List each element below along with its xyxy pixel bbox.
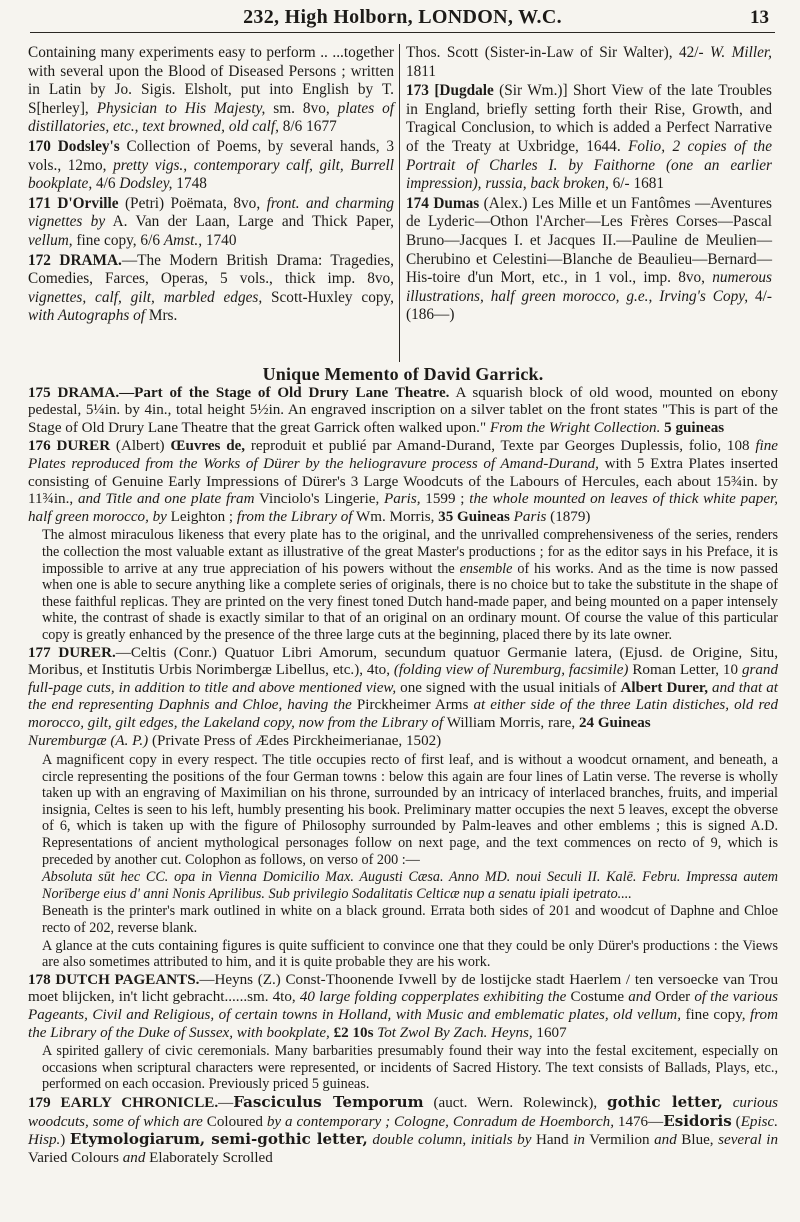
entry-text-run: 1476— xyxy=(613,1113,664,1130)
entry-text-run: Absoluta sūt hec CC. opa in Vienna Domicilio Max. Augusti Cæsa. Anno MD. noui Seculi II. Kalē. Febru. Impressa autem Norīberge eius d' anni Nonis Aprilibus. Sub privilegio Sodalitatis Celticæ nup a senatu ipiali ipetrato.... xyxy=(42,869,778,902)
entry-text-run: (Alex.) Les Mille et un Fantômes —Aventures de Lyderic—Othon l'Archer—Les Frères Corses—Pascal Bruno—Jacques I. et Jacques II.—Pauline de Meulien—Cherubino et Celestini—Blanche de Beaulieu—Bernard—His-toire d'un Mort, etc., in 1 vol., imp. 8vo, xyxy=(406,194,772,287)
catalogue-note xyxy=(28,527,778,643)
entry-text-run: from the Library of the Duke of Sussex, with bookplate, xyxy=(28,1006,778,1041)
entry-text-run: vellum, xyxy=(28,231,73,249)
entry-text-run: W. Miller, xyxy=(710,44,772,61)
catalogue-entry xyxy=(28,733,778,751)
page-title: 232, High Holborn, LONDON, W.C. xyxy=(243,6,562,28)
entry-text-run: one signed with the usual initials of xyxy=(396,679,621,696)
entry-text-run: in xyxy=(573,1132,585,1149)
entry-text-run: ) xyxy=(60,1132,70,1149)
catalogue-entry xyxy=(28,44,394,137)
entry-text-run: 170 Dodsley's xyxy=(28,137,120,155)
two-column-section xyxy=(28,44,778,366)
entry-text-run: at either side of the three Latin distiches, old red morocco, gilt, gilt edges, the Lakeland copy, now from the Library of xyxy=(28,697,779,731)
entry-text-run: 178 DUTCH PAGEANTS. xyxy=(28,971,200,988)
entry-text-run: Collection of Poems, by several hands, 3 vols., 12mo, xyxy=(28,137,394,174)
entry-text-run: 5 guineas xyxy=(660,419,725,436)
catalogue-entry xyxy=(28,385,778,438)
entry-text-run: Thos. Scott (Sister-in-Law of Sir Walter), 42/- xyxy=(406,44,711,61)
entry-text-run: 179 EARLY CHRONICLE. xyxy=(28,1094,219,1111)
entry-text-run: 1607 xyxy=(532,1024,567,1041)
entry-text-run: Etymologiarum, semi-gothic letter, xyxy=(69,1130,368,1149)
entry-text-run: Varied Colours xyxy=(28,1149,123,1166)
entry-text-run: Folio, 2 copies of the Portrait of Charles I. by Faithorne (one an earlier impression), russia, back broken, xyxy=(406,137,772,193)
column-divider xyxy=(399,44,400,362)
entry-text-run: vignettes, calf, gilt, marbled edges, xyxy=(28,288,263,306)
entry-text-run: 176 DURER xyxy=(28,438,111,455)
entry-text-run: William Morris, rare, xyxy=(443,714,579,731)
catalogue-note xyxy=(28,1043,778,1093)
entry-text-run: A spirited gallery of civic ceremonials. Many barbarities presumably found their way into the festal excitement, especially on occasions when scriptural characters were represented, or incidents of Sacred History. The text consists of Ballads, Plays, etc., performed on each occasion. Previously priced 5 guineas. xyxy=(42,1043,778,1093)
entry-text-run: ensemble xyxy=(459,560,513,577)
entry-text-run: Elaborately Scrolled xyxy=(145,1149,273,1166)
entry-text-run: with 5 Extra Plates inserted consisting of Genuine Early Impressions of Dürer's 3 Large Woodcuts of the Labours of Hercules, each about 15¾in. by 11¾in., xyxy=(28,455,778,508)
entry-text-run: 171 D'Orville xyxy=(28,194,119,212)
catalogue-entry xyxy=(28,138,394,194)
entry-text-run: —Celtis (Conr.) Quatuor Libri Amorum, secundum quatuor Germanie latera, (Ejusd. de Origine, Situ, Moribus, et Institutis Urbis Norimbergæ Libellus, etc.), 4to, xyxy=(28,644,778,679)
main-listing xyxy=(28,366,778,1218)
catalogue-entry xyxy=(28,195,394,251)
entry-text-run: —The Modern British Drama: Tragedies, Comedies, Farces, Operas, 5 vols., thick imp. 8vo, xyxy=(28,251,394,288)
section-heading: Unique Memento of David Garrick. xyxy=(262,364,544,384)
entry-text-run: grand full-page cuts, in addition to title and above mentioned view, xyxy=(28,662,778,696)
entry-text-run: Pirckheimer Arms xyxy=(351,697,474,714)
entry-text-run: with Autographs of xyxy=(28,307,146,325)
entry-text-run: Tot Zwol By Zach. Heyns, xyxy=(377,1024,533,1041)
entry-text-run: 177 DURER. xyxy=(28,644,116,661)
entry-text-run: 1740 xyxy=(202,231,237,249)
entry-text-run: and that at the end representing Daphnis and Chloe, having the xyxy=(28,679,778,714)
entry-text-run: Amst., xyxy=(163,231,203,249)
entry-text-run: reproduit et publié par Amand-Durand, Texte par Georges Duplessis, folio, 108 xyxy=(245,438,756,455)
page-number: 13 xyxy=(750,7,769,28)
catalogue-entry xyxy=(406,82,772,194)
entry-text-run: and Title and one plate fram xyxy=(77,491,255,508)
entry-text-run: 174 Dumas xyxy=(406,194,480,212)
entry-text-run: Esidoris xyxy=(663,1111,732,1130)
entry-text-run: 1811 xyxy=(406,62,437,80)
catalogue-note xyxy=(28,938,778,971)
catalogue-entry xyxy=(28,252,394,326)
entry-text-run: Scott-Huxley copy, xyxy=(262,288,394,306)
entry-text-run: front. and charming vignettes by xyxy=(28,194,394,231)
left-column xyxy=(28,44,394,366)
entry-text-run: 4/6 xyxy=(92,175,120,193)
catalogue-entry xyxy=(28,1094,778,1167)
entry-text-run: Paris xyxy=(513,508,547,525)
entry-text-run: Order xyxy=(650,989,695,1006)
entry-text-run: several in xyxy=(718,1132,778,1149)
catalogue-entry xyxy=(406,44,772,81)
entry-text-run: From the Wright Collection. xyxy=(489,419,661,436)
entry-text-run: —Heyns (Z.) Const-Thoonende Ivwell by de lostijcke stadt Haerlem / ten versoecke van Trou moet blijcken, in't licht gebracht......sm. 4to, xyxy=(28,971,778,1006)
entry-text-run: £2 10s xyxy=(329,1024,378,1041)
catalogue-entry xyxy=(28,645,778,733)
entry-text-run: by a contemporary ; Cologne, Conradum de Hoemborch, xyxy=(266,1113,614,1130)
entry-text-run: curious woodcuts, some of which are xyxy=(28,1094,778,1130)
entry-text-run: 4/- (186—) xyxy=(406,287,772,324)
entry-text-run: Physician to His Majesty, xyxy=(96,99,266,117)
entry-text-run: fine copy, xyxy=(680,1006,751,1023)
entry-text-run: (Petri) Poëmata, 8vo, xyxy=(118,194,267,212)
entry-text-run: 35 Guineas xyxy=(438,508,510,525)
entry-text-run: the whole mounted on leaves of thick white paper, half green morocco, by xyxy=(28,491,778,525)
entry-text-run: 175 DRAMA.—Part of the Stage of Old Drury Lane Theatre. xyxy=(28,384,450,401)
entry-text-run: Containing many experiments easy to perform .. ...together with several upon the Blood of Diseased Persons ; written in Latin by Jo. Sigis. Elsholt, put into English by T. S[herley], xyxy=(28,44,394,117)
entry-text-run: Dodsley, xyxy=(119,175,173,193)
entry-text-run: Mrs. xyxy=(145,307,178,325)
entry-text-run: 1599 ; xyxy=(420,491,470,508)
catalogue-note xyxy=(28,903,778,936)
entry-text-run: plates of distillatories, etc., text browned, old calf, xyxy=(28,99,394,136)
entry-text-run: sm. 8vo, xyxy=(265,99,338,117)
right-column xyxy=(406,44,772,366)
entry-text-run: Roman Letter, 10 xyxy=(628,662,742,679)
entry-text-run: fine Plates reproduced from the Works of Dürer by the heliogravure process of Amand-Durand, xyxy=(28,438,778,472)
entry-text-run: Vinciolo's Lingerie, xyxy=(254,491,385,508)
entry-text-run: and xyxy=(628,989,651,1006)
entry-text-run: Fasciculus Temporum xyxy=(233,1092,424,1111)
entry-text-run: and xyxy=(122,1149,146,1166)
entry-text-run: 24 Guineas xyxy=(578,714,651,731)
entry-text-run: A glance at the cuts containing figures is quite sufficient to convince one that they could be only Dürer's productions : the Views are also sometimes attributed to him, and it is quite probable they are his work. xyxy=(42,937,778,971)
entry-text-run: Blue, xyxy=(676,1132,719,1149)
entry-text-run: (auct. Wern. Rolewinck), xyxy=(423,1094,608,1111)
entry-text-run: fine copy, 6/6 xyxy=(72,231,164,249)
entry-text-run: Œuvres de, xyxy=(170,438,246,455)
entry-text-run: (Albert) xyxy=(110,438,171,455)
entry-text-run: A magnificent copy in every respect. The title occupies recto of first leaf, and is without a woodcut ornament, and beneath, a circle representing the positions of the four German towns : below this again are four lines of Latin verse. The reverse is wholly taken up with an engraving of Maximilian on his throne, surrounded by an intricacy of interlaced branches, fruits, and imperial insignia, Celtes is seen to his left, humbly presenting his book. Preliminary matter occupies the next 5 leaves, except the obverse of 6, which is taken up with the figure of Philosophy surrounded by Palm-leaves and other emblems ; this is signed A.D. Representations of ancient mythological personages follow on next page, and the text commences on recto of 9, which is preceded by another cut. Colophon as follows, on verso of 200 :— xyxy=(42,752,778,868)
entry-text-run: pretty vigs., contemporary calf, gilt, Burrell bookplate, xyxy=(28,156,394,193)
entry-text-run: (Private Press of Ædes Pirckheimerianae, 1502) xyxy=(148,733,442,750)
entry-text-run: 172 DRAMA. xyxy=(28,251,122,269)
entry-text-run: (folding view of Nuremburg, facsimile) xyxy=(393,662,629,679)
main-entries xyxy=(28,385,778,1168)
entry-text-run: Vermilion xyxy=(584,1132,655,1149)
entry-text-run: Costume xyxy=(566,989,629,1006)
entry-text-run: — xyxy=(218,1094,234,1111)
catalogue-entry xyxy=(28,438,778,526)
entry-text-run: gothic letter, xyxy=(607,1092,723,1111)
entry-text-run: Nuremburgæ (A. P.) xyxy=(28,733,149,750)
entry-text-run: 8/6 1677 xyxy=(278,118,337,136)
catalogue-note xyxy=(28,752,778,868)
entry-text-run: Hand xyxy=(531,1132,574,1149)
entry-text-run: from the Library of xyxy=(236,508,353,525)
entry-text-run: Episc. Hisp. xyxy=(28,1113,778,1149)
entry-text-run: double column, initials by xyxy=(372,1132,532,1149)
entry-text-run: ( xyxy=(731,1113,741,1130)
entry-text-run: Leighton ; xyxy=(166,508,237,525)
catalogue-entry xyxy=(406,195,772,325)
catalogue-note xyxy=(28,869,778,902)
entry-text-run: 1748 xyxy=(172,175,207,193)
entry-text-run: (Sir Wm.)] Short View of the late Troubles in England, briefly setting forth their Rise, Growth, and Tragical Conclusion, to which is added a Perfect Narrative of the Treaty at Uxbridge, 1644. xyxy=(406,82,772,155)
entry-text-run: The almost miraculous likeness that every plate has to the original, and the unrivalled comprehensiveness of the series, renders the collection the most valuable extant as illustrative of the great Master's productions ; for as the editor says in his Preface, it is impossible to arrive at any true appreciation of his powers without the xyxy=(42,527,778,577)
page-header xyxy=(30,6,775,33)
entry-text-run: Albert Durer, xyxy=(620,679,708,696)
entry-text-run: and xyxy=(654,1132,677,1149)
entry-text-run: 40 large folding copperplates exhibiting the xyxy=(299,989,567,1006)
entry-text-run: numerous illustrations, half green morocco, g.e., Irving's Copy, xyxy=(406,269,772,305)
entry-text-run: of the various Pageants, Civil and Religious, of certain towns in Holland, with Music and emblematic plates, old vellum, xyxy=(28,989,779,1023)
entry-text-run: 6/- 1681 xyxy=(608,175,665,193)
entry-text-run: Coloured xyxy=(202,1113,267,1130)
catalogue-entry xyxy=(28,972,778,1042)
entry-text-run: Beneath is the printer's mark outlined in white on a black ground. Errata both sides of 201 and woodcut of Daphne and Chloe recto of 202, reverse blank. xyxy=(42,903,778,936)
entry-text-run: A squarish block of old wood, mounted on ebony pedestal, 5¼in. by 4in., total height 5½in. An engraved inscription on a silver tablet on the front states "This is part of the Stage of Old Drury Lane Theatre that the great Garrick often walked upon." xyxy=(28,384,778,436)
entry-text-run: (1879) xyxy=(546,508,591,525)
entry-text-run: A. Van der Laan, Large and Thick Paper, xyxy=(105,213,394,231)
entry-text-run: Paris, xyxy=(384,491,421,508)
entry-text-run: Wm. Morris, xyxy=(352,508,439,525)
entry-text-run: 173 [Dugdale xyxy=(406,82,494,100)
entry-text-run xyxy=(723,1095,733,1111)
entry-text-run: of his works. And as the time is now passed when one is able to secure anything like a complete series of originals, there is no choice but to take the substitute in the shape of these faithful replicas. They are printed on the very finest toned Dutch hand-made paper, and being mounted on a paper intensely white, the contrast of shade is exactly similar to that of an original on an ordinary mount. Of course the value of this particular copy is greatly enhanced by the presence of the three large cuts at the beginning, placed there by its late owner. xyxy=(42,560,778,643)
